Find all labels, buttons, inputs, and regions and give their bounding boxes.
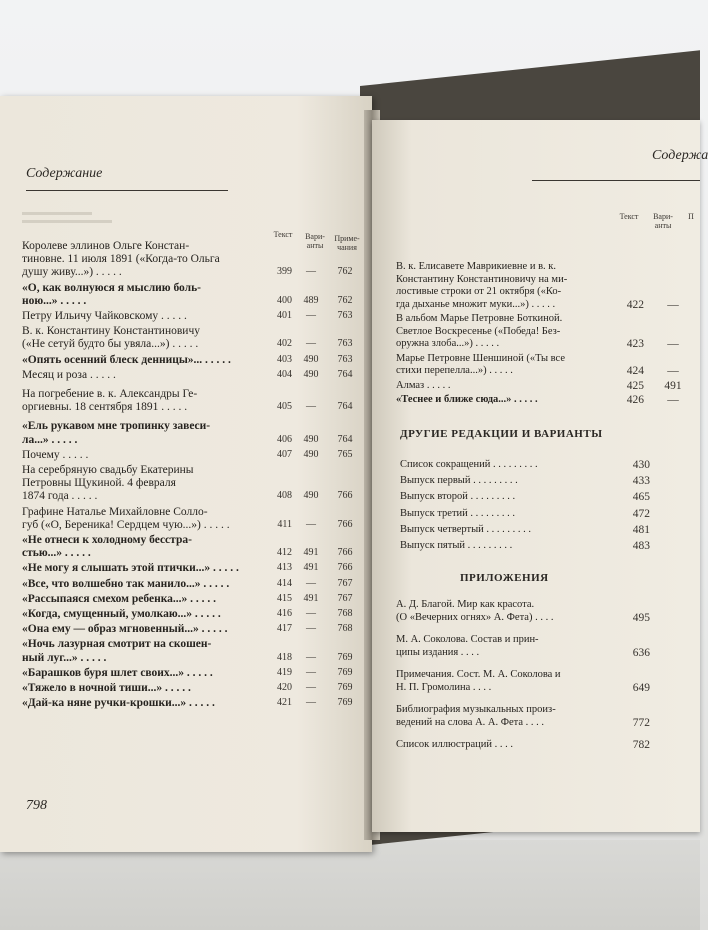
toc-entry-line: «О, как волнуюся я мыслию боль- (22, 281, 202, 294)
toc-note-page: 766 (337, 518, 353, 530)
toc-entry-line: «Дай-ка няне ручки-крошки...» . . . . . (22, 697, 215, 710)
toc-text-page: 426 (626, 394, 644, 406)
toc-text-page: 415 (277, 592, 292, 604)
toc-entry-line: «Когда, смущенный, умолкаю...» . . . . . (22, 608, 221, 620)
toc-text-page: 405 (277, 401, 292, 413)
toc-variant-page: 491 (303, 547, 319, 559)
toc-variant-page: — (667, 338, 679, 350)
toc-entry-line: ла...» . . . . . (22, 433, 78, 446)
toc-entry-line: «Ель рукавом мне тропинку завеси- (22, 420, 211, 433)
toc-note-page: 768 (337, 608, 353, 619)
toc-entry-line: оружна злоба...») . . . . . (396, 338, 500, 349)
toc-entry-line: Список сокращений . . . . . . . . . (400, 459, 538, 470)
toc-entry-line: 1874 года . . . . . (22, 490, 98, 503)
toc-note-page: 766 (337, 490, 353, 502)
toc-entry-line: стью...» . . . . . (22, 547, 91, 560)
toc-variant-page: — (306, 401, 316, 413)
toc-text-page: 404 (277, 368, 292, 380)
toc-note-page: 769 (337, 666, 353, 678)
toc-text-page: 424 (626, 365, 644, 377)
column-head-notes: П (688, 212, 694, 221)
toc-entry-line: «Она ему — образ мгновенный...» . . . . . (22, 623, 228, 636)
toc-text-page: 401 (277, 310, 292, 321)
toc-variant-page: 490 (303, 448, 319, 460)
left-header-rule (26, 190, 228, 191)
toc-variant-page: — (306, 651, 316, 663)
column-head-variants-label: Вари- анты (305, 232, 325, 250)
toc-note-page: 763 (337, 338, 353, 350)
faded-text (22, 220, 112, 223)
right-page-header: Содержа (652, 148, 708, 163)
toc-entry-line: В. к. Елисавете Маврикиевне и в. к. (396, 261, 557, 272)
toc-entry-line: (О «Вечерних огнях» А. Фета) . . . . (396, 611, 554, 623)
toc-text-page: 413 (277, 562, 292, 574)
toc-variant-page: 491 (664, 379, 682, 392)
toc-note-page: 768 (337, 623, 353, 635)
toc-text-page: 416 (277, 608, 292, 619)
toc-text-page: 407 (277, 448, 292, 460)
toc-entry-line: Марье Петровне Шеншиной («Ты все (396, 352, 565, 364)
toc-variant-page: — (667, 298, 679, 311)
toc-text-page: 772 (632, 716, 650, 729)
toc-entry-line: «Все, что волшебно так манило...» . . . . . (22, 577, 230, 590)
column-head-variants-label: Вари- анты (653, 212, 673, 230)
toc-variant-page: — (306, 310, 316, 321)
toc-entry-line: «Теснее и ближе сюда...» . . . . . (396, 394, 538, 405)
toc-entry-line: «Не отнеси к холодному бесстра- (22, 534, 192, 546)
toc-text-page: 423 (626, 338, 644, 350)
section-title-other-editions: ДРУГИЕ РЕДАКЦИИ И ВАРИАНТЫ (400, 428, 603, 440)
toc-variant-page: — (667, 365, 679, 377)
column-head-text: Текст (273, 230, 293, 239)
toc-entry-line: Месяц и роза . . . . . (22, 368, 116, 381)
toc-entry-line: ною...» . . . . . (22, 294, 87, 307)
toc-variant-page: — (306, 682, 316, 693)
toc-entry-line: душу живу...») . . . . . (22, 266, 122, 279)
toc-entry-line: Н. П. Громолина . . . . (396, 681, 492, 693)
toc-entry-line: «Тяжело в ночной тиши...» . . . . . (22, 682, 191, 694)
left-page (0, 96, 372, 852)
toc-text-page: 420 (277, 682, 292, 693)
page-number: 798 (26, 798, 47, 813)
toc-entry-line: оргиевны. 18 сентября 1891 . . . . . (22, 401, 188, 414)
toc-entry-line: А. Д. Благой. Мир как красота. (396, 599, 535, 610)
toc-text-page: 408 (277, 490, 292, 502)
toc-text-page: 400 (277, 294, 292, 306)
column-head-notes-label: Приме- чания (334, 234, 360, 252)
toc-entry-line: В. к. Константину Константиновичу (22, 325, 200, 338)
column-head-variants (300, 232, 330, 250)
toc-entry-line: стихи перепелла...») . . . . . (396, 365, 513, 376)
toc-text-page: 433 (632, 475, 650, 488)
section-title-appendix: ПРИЛОЖЕНИЯ (460, 572, 549, 584)
toc-variant-page: 489 (303, 294, 319, 306)
toc-text-page: 414 (277, 577, 292, 589)
toc-note-page: 769 (337, 651, 353, 663)
toc-entry-line: Выпуск третий . . . . . . . . . (400, 507, 516, 519)
toc-entry-line: губ («О, Береника! Сердцем чую...») . . . . . (22, 518, 230, 531)
toc-text-page: 402 (277, 338, 292, 350)
toc-note-page: 769 (337, 697, 353, 709)
column-head-text: Текст (619, 212, 639, 221)
toc-variant-page: 490 (303, 433, 319, 445)
toc-entry-line: «Не могу я слышать этой птички...» . . . . . (22, 562, 239, 575)
toc-entry-line: ципы издания . . . . (396, 646, 480, 658)
toc-variant-page: 491 (303, 562, 319, 574)
toc-text-page: 403 (277, 353, 292, 365)
toc-note-page: 764 (337, 433, 353, 445)
toc-entry-line: Выпуск четвертый . . . . . . . . . (400, 523, 532, 535)
toc-entry-line: На погребение в. к. Александры Ге- (22, 388, 198, 400)
toc-entry-line: Константину Константиновичу на ми- (396, 273, 568, 285)
toc-variant-page: 490 (303, 353, 319, 365)
toc-text-page: 422 (626, 298, 644, 311)
toc-variant-page: 491 (303, 592, 319, 604)
toc-text-page: 425 (626, 379, 644, 392)
toc-text-page: 406 (277, 433, 292, 445)
toc-note-page: 764 (337, 401, 353, 413)
toc-variant-page: — (306, 266, 316, 278)
toc-entry-line: Библиография музыкальных произ- (396, 704, 556, 715)
toc-entry-line: «Рассыпаяся смехом ребенка...» . . . . . (22, 592, 217, 605)
toc-variant-page: — (306, 697, 316, 709)
toc-entry-line: Королеве эллинов Ольге Констан- (22, 240, 190, 252)
toc-text-page: 481 (632, 523, 650, 536)
toc-text-page: 417 (277, 623, 292, 635)
toc-text-page: 495 (632, 611, 650, 624)
toc-note-page: 767 (337, 592, 353, 604)
toc-entry-line: Графине Наталье Михайловне Солло- (22, 505, 208, 518)
toc-variant-page: — (667, 394, 679, 406)
toc-text-page: 430 (632, 459, 650, 471)
toc-entry-line: Петровны Щукиной. 4 февраля (22, 477, 176, 490)
toc-text-page: 412 (277, 547, 292, 559)
toc-variant-page: — (306, 666, 316, 678)
toc-note-page: 766 (337, 547, 353, 559)
toc-entry-line: Петру Ильичу Чайковскому . . . . . (22, 310, 187, 322)
toc-note-page: 765 (337, 448, 353, 460)
toc-entry-line: («Не сетуй будто бы увяла...») . . . . . (22, 338, 199, 351)
toc-text-page: 419 (277, 666, 292, 678)
toc-text-page: 636 (632, 646, 650, 659)
toc-note-page: 762 (337, 266, 353, 278)
toc-variant-page: — (306, 608, 316, 619)
toc-note-page: 764 (337, 368, 353, 380)
toc-variant-page: — (306, 518, 316, 530)
toc-entry-line: тиновне. 11 июля 1891 («Когда-то Ольга (22, 253, 220, 266)
toc-entry-line: Светлое Воскресенье («Победа! Без- (396, 325, 561, 337)
right-header-rule (532, 180, 700, 181)
toc-text-page: 421 (277, 697, 292, 709)
toc-entry-line: «Опять осенний блеск денницы»... . . . . . (22, 353, 231, 366)
toc-text-page: 649 (632, 681, 650, 694)
toc-note-page: 762 (337, 294, 353, 306)
toc-variant-page: 490 (303, 368, 319, 380)
toc-entry-line: Выпуск пятый . . . . . . . . . (400, 540, 513, 551)
toc-entry-line: В альбом Марье Петровне Боткиной. (396, 313, 563, 324)
column-head-notes (330, 234, 364, 252)
toc-entry-line: Алмаз . . . . . (396, 379, 451, 391)
toc-text-page: 483 (632, 540, 650, 552)
toc-entry-line: На серебряную свадьбу Екатерины (22, 464, 194, 476)
toc-entry-line: «Барашков буря шлет своих...» . . . . . (22, 666, 213, 679)
toc-text-page: 472 (632, 507, 650, 520)
toc-entry-line: ный луг...» . . . . . (22, 651, 107, 664)
toc-note-page: 763 (337, 310, 353, 321)
toc-entry-line: «Ночь лазурная смотрит на скошен- (22, 638, 212, 651)
toc-variant-page: — (306, 338, 316, 350)
toc-text-page: 782 (632, 739, 650, 751)
toc-entry-line: гда дыханье множит муки...») . . . . . (396, 298, 556, 310)
toc-entry-line: Список иллюстраций . . . . (396, 739, 513, 750)
toc-text-page: 418 (277, 651, 292, 663)
toc-entry-line: лостивые строки от 21 октября («Ко- (396, 286, 562, 297)
toc-entry-line: Выпуск первый . . . . . . . . . (400, 475, 518, 487)
toc-note-page: 769 (337, 682, 353, 693)
toc-variant-page: 490 (303, 490, 319, 502)
column-head-variants (648, 212, 678, 230)
toc-text-page: 411 (277, 518, 292, 530)
toc-variant-page: — (306, 623, 316, 635)
left-page-header: Содержание (26, 166, 103, 181)
toc-entry-line: М. А. Соколова. Состав и прин- (396, 634, 539, 645)
toc-variant-page: — (306, 577, 316, 589)
toc-text-page: 465 (632, 491, 650, 504)
toc-text-page: 399 (277, 266, 292, 278)
faded-text (22, 212, 92, 215)
toc-entry-line: Почему . . . . . (22, 448, 89, 461)
toc-note-page: 763 (337, 353, 353, 365)
toc-note-page: 766 (337, 562, 353, 574)
right-page (372, 120, 708, 832)
toc-entry-line: ведений на слова А. А. Фета . . . . (396, 716, 545, 728)
table-surface (0, 840, 700, 930)
toc-entry-line: Примечания. Сост. М. А. Соколова и (396, 669, 561, 680)
toc-entry-line: Выпуск второй . . . . . . . . . (400, 491, 516, 503)
toc-note-page: 767 (337, 577, 353, 589)
